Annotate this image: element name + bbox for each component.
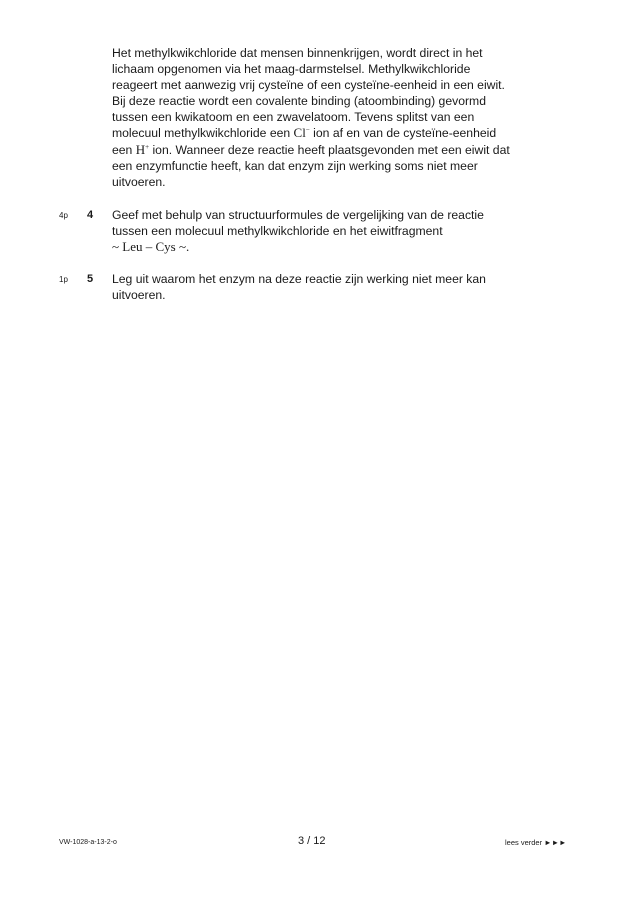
hydrogen-symbol — [136, 142, 149, 157]
chloride-symbol — [294, 125, 310, 140]
chloride-symbol-text: Cl — [293, 125, 306, 141]
intro-line: Het methylkwikchloride dat mensen binnenkrijgen, wordt direct in het — [112, 46, 483, 60]
question-number: 4 — [87, 209, 94, 221]
intro-line: uitvoeren. — [112, 174, 166, 189]
intro-line: lichaam opgenomen via het maag-darmstelsel. Methylkwikchloride — [112, 62, 471, 77]
protein-fragment: ~ Leu – Cys ~. — [112, 239, 190, 255]
intro-text: ion af en van de cysteïne-eenheid — [309, 126, 497, 141]
question-text — [112, 207, 572, 255]
intro-line — [112, 142, 572, 158]
intro-line: Bij deze reactie wordt een covalente binding (atoombinding) gevormd — [112, 94, 486, 109]
intro-line: reageert met aanwezig vrij cysteïne of een cysteïne-eenheid in een eiwit. — [112, 78, 505, 93]
continue-notice: lees verder ►►► — [505, 838, 567, 847]
question-line: Geef met behulp van structuurformules de vergelijking van de reactie — [112, 208, 484, 222]
page-footer — [0, 835, 636, 851]
question-text — [112, 271, 572, 303]
intro-text: een — [112, 142, 136, 157]
exam-code: VW-1028-a-13-2-o — [59, 839, 117, 846]
hydrogen-symbol-text: H — [135, 141, 146, 157]
intro-line — [112, 125, 572, 141]
question-line: tussen een molecuul methylkwikchloride en het eiwitfragment — [112, 224, 443, 239]
question-number: 5 — [87, 273, 94, 285]
page-number: 3 / 12 — [298, 835, 326, 847]
intro-line: een enzymfunctie heeft, kan dat enzym zijn werking soms niet meer — [112, 158, 478, 173]
intro-paragraph — [112, 45, 572, 190]
question-points: 4p — [59, 211, 68, 220]
question-points: 1p — [59, 275, 68, 284]
intro-text: molecuul methylkwikchloride een — [112, 126, 294, 141]
question-line: uitvoeren. — [112, 288, 166, 303]
chloride-charge: − — [305, 126, 310, 135]
intro-line: tussen een kwikatoom en een zwavelatoom. Tevens splitst van een — [112, 110, 475, 125]
intro-text: ion. Wanneer deze reactie heeft plaatsgevonden met een eiwit dat — [149, 142, 510, 157]
question-line: Leg uit waarom het enzym na deze reactie zijn werking niet meer kan — [112, 272, 486, 286]
hydrogen-charge: + — [145, 142, 150, 151]
